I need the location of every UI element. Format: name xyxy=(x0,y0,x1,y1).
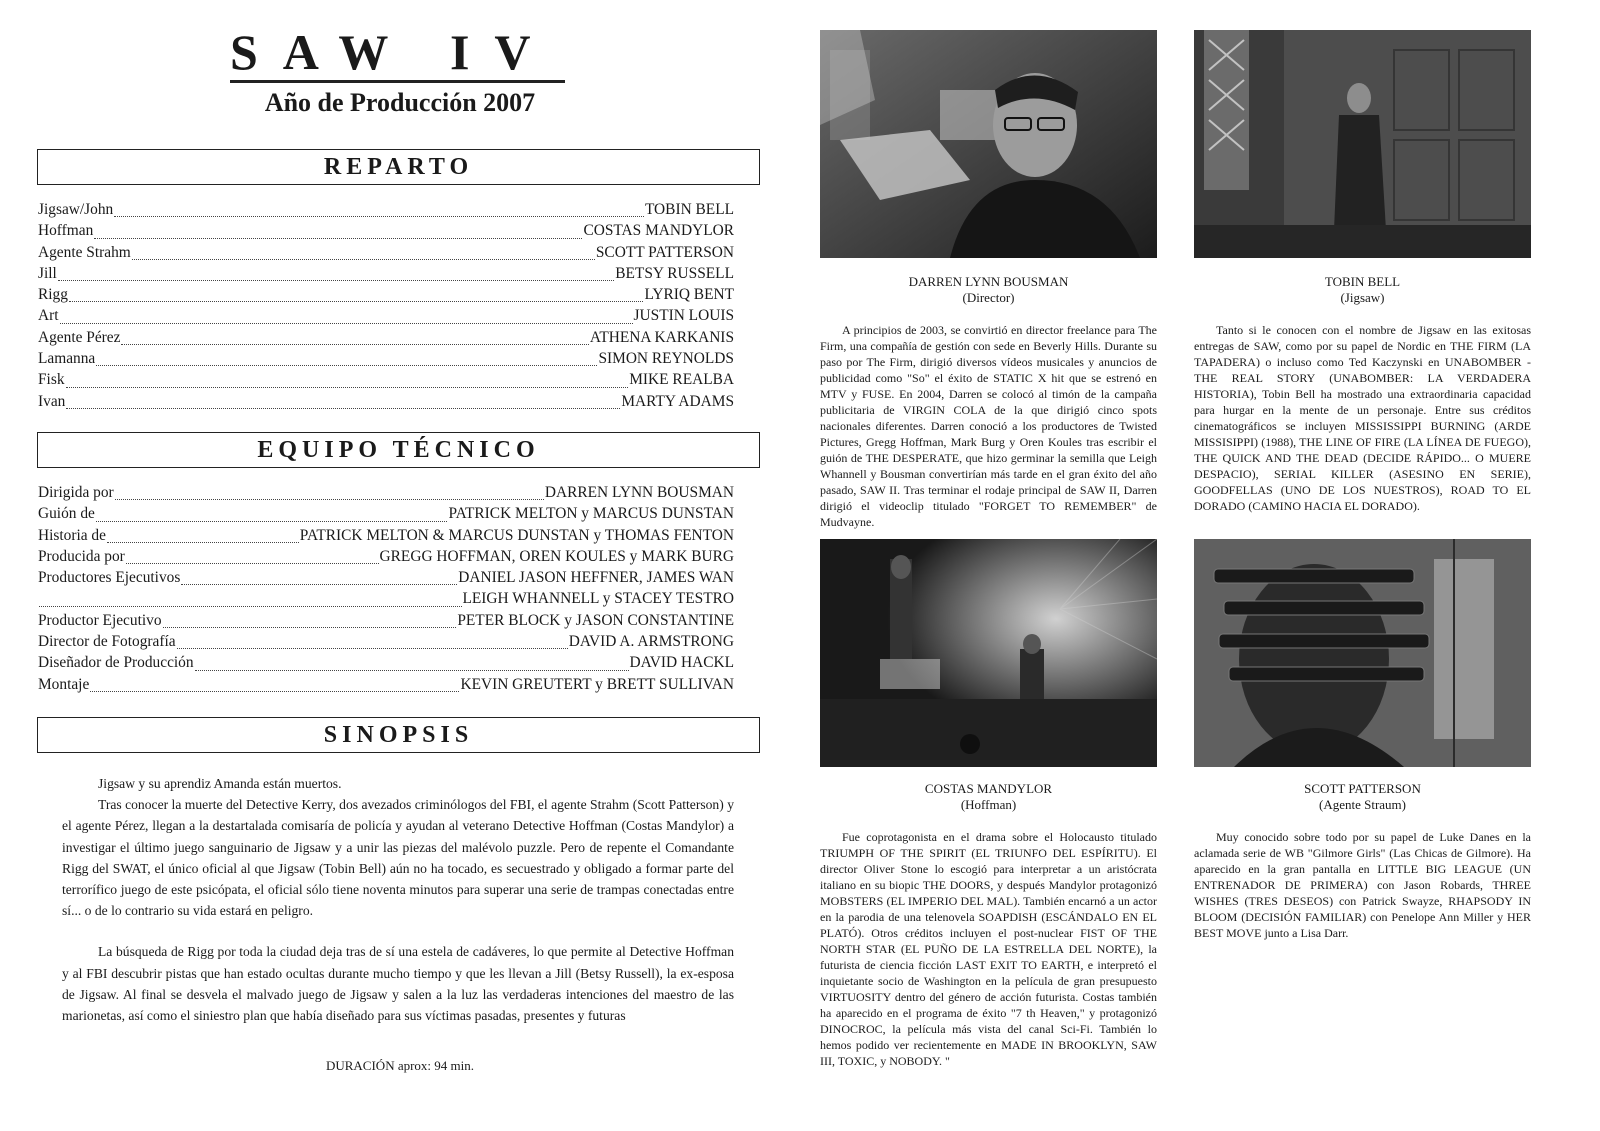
profile-bio: Tanto si le conocen con el nombre de Jigsaw en las exitosas entregas de SAW, como por su papel de Nordic en THE FIRM (LA TAPADERA) o incluso como Ted Kaczynski en UNABOMBER - THE REAL STORY (UNABOMBER: LA VERDADERA HISTORIA), Tobin Bell ha mostrado una extraordinaria capacidad para hurgar en la mente de un personaje. Entre sus créditos cinematográficos se incluyen MISSISSIPPI BURNING (ARDE MISSISIPPI) (1988), THE LINE OF FIRE (LA LÍNEA DE FUEGO), THE QUICK AND THE DEAD (DECIDE RÁPIDO... O MUERE DESPACIO), SERIAL KILLER (ASESINO EN SERIE), GOODFELLAS (UNO DE LOS NUESTROS), ROAD TO EL DORADO (CAMINO HACIA EL DORADO). xyxy=(1194,323,1531,513)
right-page xyxy=(820,0,1600,1131)
dot-leader xyxy=(39,605,462,607)
dot-leader xyxy=(163,626,457,628)
credit-name: GREGG HOFFMAN, OREN KOULES y MARK BURG xyxy=(379,547,734,565)
profile-name: DARREN LYNN BOUSMAN xyxy=(908,274,1069,289)
credit-row xyxy=(38,569,734,590)
credit-name: ATHENA KARKANIS xyxy=(589,328,734,346)
credit-row xyxy=(38,329,734,350)
profile-role: (Director) xyxy=(962,290,1015,305)
credit-row xyxy=(38,350,734,371)
dot-leader xyxy=(96,520,448,522)
credit-row xyxy=(38,484,734,505)
director-caption xyxy=(820,274,1157,306)
credit-role: Agente Pérez xyxy=(38,328,121,346)
costas-mandylor-bio xyxy=(820,829,1157,1069)
director-bio xyxy=(820,322,1157,530)
credit-row xyxy=(38,633,734,654)
credit-row xyxy=(38,307,734,328)
profile-bio: A principios de 2003, se convirtió en director freelance para The Firm, una compañía de gestión con sede en Beverly Hills. Durante su paso por The Firm, dirigió diversos vídeos musicales y anuncios de publicidad como "So" el éxito de STATIC X hit que se estrenó en MTV y FUSE. En 2004, Darren se colocó al timón de la campaña publicitaria de VIRGIN COLA de la que dirigió cinco spots nacionales diferentes. Darren conoció a los productores de Twisted Pictures, Gregg Hoffman, Mark Burg y Oren Koules tras escribir el guión de THE DESPERATE, que hizo germinar la semilla que Leigh Whannell y Bousman convertirían más tarde en el gran éxito del año pasado, SAW II. Tras terminar el rodaje principal de SAW II, Darren dirigió el videoclip titulado "FORGET TO REMEMBER" de Mudvayne. xyxy=(820,323,1157,529)
credit-role: Art xyxy=(38,307,59,325)
credit-role: Productor Ejecutivo xyxy=(38,611,162,629)
dot-leader xyxy=(66,407,620,409)
credit-name: SCOTT PATTERSON xyxy=(595,243,734,261)
profile-name: SCOTT PATTERSON xyxy=(1304,781,1421,796)
tobin-bell-caption xyxy=(1194,274,1531,306)
left-page xyxy=(0,0,780,1131)
dot-leader xyxy=(181,583,457,585)
credit-name: MIKE REALBA xyxy=(629,371,734,389)
credit-name: PETER BLOCK y JASON CONSTANTINE xyxy=(457,611,734,629)
credit-role: Jill xyxy=(38,264,57,282)
credit-row xyxy=(38,222,734,243)
credit-name: JUSTIN LOUIS xyxy=(633,307,734,325)
scott-patterson-bio xyxy=(1194,829,1531,941)
profile-name: COSTAS MANDYLOR xyxy=(924,781,1053,796)
tobin-bell-photo xyxy=(1194,30,1531,258)
profile-bio: Muy conocido sobre todo por su papel de Luke Danes en la aclamada serie de WB "Gilmore Girls" (Las Chicas de Gilmore). Ha aparecido en la gran pantalla en LITTLE BIG LEAGUE (UN ENTRENADOR DE PRIMERA) con Jason Robards, THREE WISHES (TRES DESEOS) con Patrick Swayze, RHAPSODY IN BLOOM (DECISIÓN FAMILIAR) con Penelope Ann Miller y HER BEST MOVE junto a Lisa Darr. xyxy=(1194,830,1531,940)
credit-role: Hoffman xyxy=(38,222,94,240)
credit-name: DANIEL JASON HEFFNER, JAMES WAN xyxy=(458,569,734,587)
credit-row xyxy=(38,527,734,548)
credit-row xyxy=(38,590,734,611)
synopsis-paragraph: Jigsaw y su aprendiz Amanda están muertos. xyxy=(98,776,342,791)
page-title: SAW IV xyxy=(230,28,565,83)
credit-role: Agente Strahm xyxy=(38,243,131,261)
credit-row xyxy=(38,393,734,414)
dot-leader xyxy=(69,300,644,302)
credit-name: DAVID HACKL xyxy=(629,654,734,672)
credit-name: BETSY RUSSELL xyxy=(615,264,734,282)
credit-role: Montaje xyxy=(38,675,90,693)
credit-role: Fisk xyxy=(38,371,65,389)
credit-name: PATRICK MELTON & MARCUS DUNSTAN y THOMAS FENTON xyxy=(299,526,734,544)
credit-row xyxy=(38,612,734,633)
credit-name: COSTAS MANDYLOR xyxy=(583,222,734,240)
credit-name: PATRICK MELTON y MARCUS DUNSTAN xyxy=(448,505,734,523)
dot-leader xyxy=(66,386,629,388)
synopsis-text xyxy=(62,773,734,1026)
credit-name: KEVIN GREUTERT y BRETT SULLIVAN xyxy=(460,675,734,693)
dot-leader xyxy=(90,690,459,692)
costas-mandylor-photo xyxy=(820,539,1157,767)
profile-bio: Fue coprotagonista en el drama sobre el Holocausto titulado TRIUMPH OF THE SPIRIT (EL TRIUNFO DEL ESPÍRITU). El director Oliver Stone lo escogió para interpretar a un aristócrata italiano en su biopic THE DOORS, y después Mandylor protagonizó MOBSTERS (EL IMPERIO DEL MAL). También encarnó a un actor en la parodia de una telenovela SOAPDISH (ESCÁNDALO EN EL PLATÓ). Otros créditos incluyen el post-nuclear FIST OF THE NORTH STAR (EL PUÑO DE LA ESTRELLA DEL NORTE), la futurista de ciencia ficción LAST EXIT TO EARTH, e interpretó el inquietante socio de Washington en la película de gran presupuesto VIRTUOSITY dentro del género de acción futurista. Costas también ha aparecido en el programa de éxito "7 th Heaven," y protagonizó DINOCROC, la película más vista del canal Sci-Fi. También lo hemos podido ver recientemente en MADE IN BROOKLYN, SAW III, TOXIC, y NOBODY. " xyxy=(820,830,1157,1068)
dot-leader xyxy=(132,258,595,260)
profile-role: (Agente Straum) xyxy=(1318,797,1406,812)
reparto-list xyxy=(38,201,734,414)
credit-name: DAVID A. ARMSTRONG xyxy=(568,633,734,651)
credit-row xyxy=(38,371,734,392)
equipo-list xyxy=(38,484,734,697)
synopsis-paragraph: La búsqueda de Rigg por toda la ciudad deja tras de sí una estela de cadáveres, lo que permite al Detective Hoffman y al FBI descubrir pistas que han estado ocultas durante mucho tiempo y que les llevan a Jill (Betsy Russell), la ex-esposa de Jigsaw. Al final se desvela el malvado juego de Jigsaw y salen a la luz las verdaderas intenciones del maestro de las marionetas, así como el siniestro plan que había diseñado para sus víctimas pasadas, presentes y futuras xyxy=(62,944,734,1024)
dot-leader xyxy=(114,215,644,217)
credit-role: Productores Ejecutivos xyxy=(38,569,181,587)
credit-role: Ivan xyxy=(38,392,66,410)
credit-role: Historia de xyxy=(38,526,106,544)
credit-name: LYRIQ BENT xyxy=(644,286,734,304)
profile-name: TOBIN BELL xyxy=(1324,274,1401,289)
dot-leader xyxy=(94,237,582,239)
dot-leader xyxy=(195,669,629,671)
credit-role: Diseñador de Producción xyxy=(38,654,194,672)
dot-leader xyxy=(115,498,544,500)
credit-row xyxy=(38,505,734,526)
equipo-header: EQUIPO TÉCNICO xyxy=(37,432,760,468)
credit-name: MARTY ADAMS xyxy=(621,392,734,410)
scott-patterson-caption xyxy=(1194,781,1531,813)
profile-role: (Jigsaw) xyxy=(1340,290,1385,305)
duration: DURACIÓN aprox: 94 min. xyxy=(325,1058,475,1073)
costas-mandylor-caption xyxy=(820,781,1157,813)
credit-name: DARREN LYNN BOUSMAN xyxy=(544,484,734,501)
dot-leader xyxy=(107,541,299,543)
reparto-header: REPARTO xyxy=(37,149,760,185)
dot-leader xyxy=(60,322,633,324)
credit-role: Guión de xyxy=(38,505,95,523)
credit-role: Rigg xyxy=(38,286,68,304)
scott-patterson-photo xyxy=(1194,539,1531,767)
credit-row xyxy=(38,265,734,286)
dot-leader xyxy=(177,647,568,649)
credit-role: Jigsaw/John xyxy=(38,201,114,218)
tobin-bell-bio xyxy=(1194,322,1531,514)
production-year: Año de Producción 2007 xyxy=(264,88,536,117)
dot-leader xyxy=(121,343,588,345)
credit-role: Dirigida por xyxy=(38,484,114,501)
credit-row xyxy=(38,201,734,222)
dot-leader xyxy=(126,562,379,564)
synopsis-paragraph: Tras conocer la muerte del Detective Kerry, dos avezados criminólogos del FBI, el agente Strahm (Scott Patterson) y el agente Pérez, llegan a la destartalada comisaría de policía y ayudan al veterano Detective Hoffman (Costas Mandylor) a investigar el último juego sanguinario de Jigsaw y a unir las piezas del malévolo puzzle. Pero de repente el Comandante Rigg del SWAT, el único oficial al que Jigsaw (Tobin Bell) aún no ha tocado, es secuestrado y obligado a formar parte del terrorífico juego de este psicópata, el oficial sólo tiene noventa minutos para superar una serie de trampas conectadas entre sí... o de lo contrario su vida estará en peligro. xyxy=(62,797,734,919)
sinopsis-header: SINOPSIS xyxy=(37,717,760,753)
credit-role: Director de Fotografía xyxy=(38,633,176,651)
dot-leader xyxy=(96,364,597,366)
profile-role: (Hoffman) xyxy=(960,797,1017,812)
credit-role: Producida por xyxy=(38,547,125,565)
credit-name: TOBIN BELL xyxy=(644,201,734,218)
credit-role: Lamanna xyxy=(38,350,96,368)
credit-row xyxy=(38,676,734,697)
credit-name: SIMON REYNOLDS xyxy=(598,350,734,368)
dot-leader xyxy=(58,279,614,281)
credit-name: LEIGH WHANNELL y STACEY TESTRO xyxy=(462,590,734,608)
director-photo xyxy=(820,30,1157,258)
credit-row xyxy=(38,654,734,675)
credit-row xyxy=(38,286,734,307)
credit-row xyxy=(38,548,734,569)
credit-row xyxy=(38,244,734,265)
